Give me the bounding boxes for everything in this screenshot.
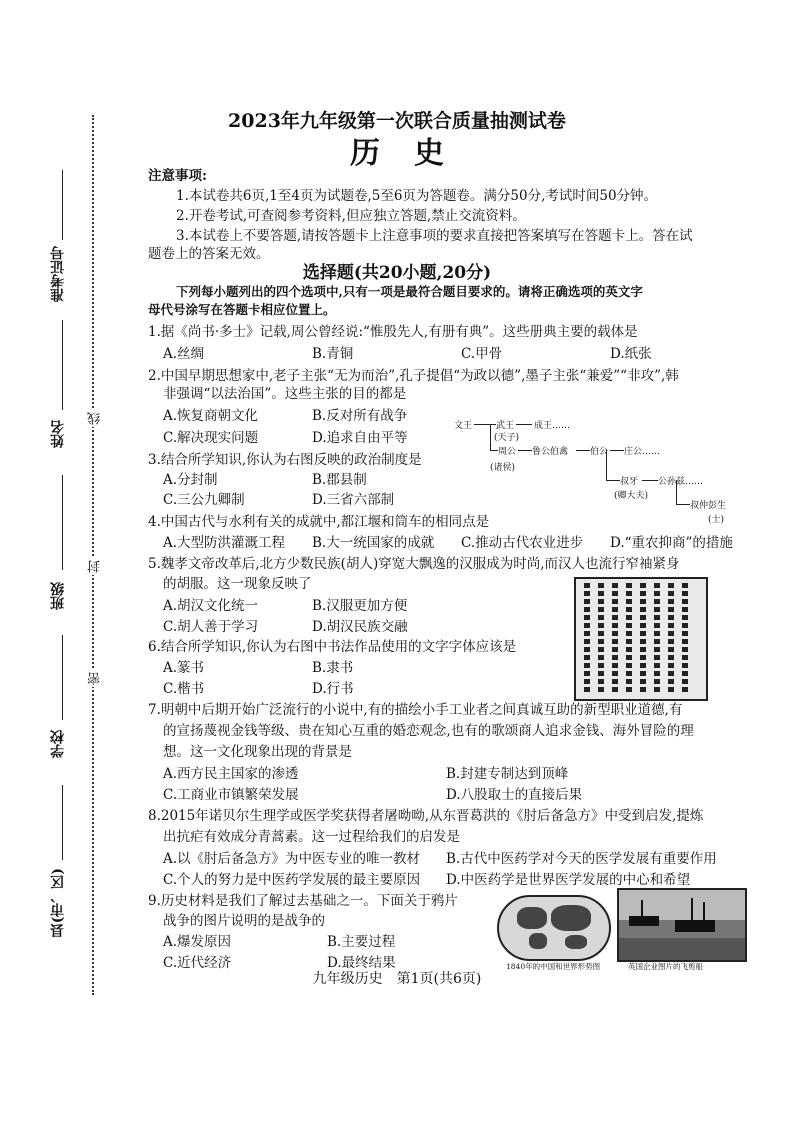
tree-line	[576, 450, 590, 451]
q5-option-a[interactable]: A.胡汉文化统一	[163, 598, 259, 614]
tree-line	[676, 480, 677, 504]
q4-stem: 4.中国古代与水利有关的成就中,都江堰和筒车的相同点是	[148, 514, 490, 530]
q9-stem-cont: 战争的图片说明的是战争的	[163, 913, 325, 929]
naval-battle-image	[617, 888, 747, 962]
node-wenwang: 文王	[454, 421, 473, 431]
q9-option-d[interactable]: D.最终结果	[327, 955, 396, 971]
section-title: 选择题(共20小题,20分)	[302, 263, 492, 283]
section-instruction: 下列每小题列出的四个选项中,只有一项是最符合题目要求的。请将正确选项的英文字	[176, 284, 643, 299]
q8-stem: 8.2015年诺贝尔生理学或医学奖获得者屠呦呦,从东晋葛洪的《肘后备急方》中受到启发,提炼	[148, 808, 704, 824]
county-blank[interactable]	[62, 785, 63, 860]
q2-option-d[interactable]: D.追求自由平等	[312, 430, 408, 446]
q6-stem: 6.结合所学知识,你认为右图中书法作品使用的文字字体应该是	[148, 639, 517, 655]
school-blank[interactable]	[62, 635, 63, 720]
world-map-image	[497, 895, 611, 961]
margin-label-name: 姓名	[50, 420, 66, 448]
zhou-genealogy-diagram	[450, 416, 750, 528]
node-tianzi: (天子)	[494, 433, 520, 443]
q3-option-a[interactable]: A.分封制	[163, 472, 218, 488]
node-zhougong: 周公	[498, 447, 517, 457]
q5-stem: 5.魏孝文帝改革后,北方少数民族(胡人)穿宽大飘逸的汉服成为时尚,而汉人也流行窄袖紧身	[148, 556, 680, 572]
naval-battle-caption: 英国企业图片的飞剪船	[628, 962, 703, 971]
tree-line	[610, 450, 624, 451]
q1-option-c[interactable]: C.甲骨	[461, 346, 503, 362]
q3-option-b[interactable]: B.郡县制	[312, 472, 367, 488]
node-chengwang: 成王……	[534, 421, 571, 431]
node-wuwang: 武王	[496, 421, 515, 431]
class-blank[interactable]	[62, 475, 63, 570]
q6-option-d[interactable]: D.行书	[312, 681, 354, 697]
q5-option-c[interactable]: C.胡人善于学习	[163, 619, 259, 635]
q1-stem: 1.据《尚书·多士》记载,周公曾经说:“惟殷先人,有册有典”。这些册典主要的载体是	[148, 324, 638, 340]
q7-option-c[interactable]: C.工商业市镇繁荣发展	[163, 787, 299, 803]
name-blank[interactable]	[62, 320, 63, 410]
node-gongsun: 公孙兹……	[658, 477, 704, 487]
q9-option-b[interactable]: B.主要过程	[327, 934, 396, 950]
q3-option-d[interactable]: D.三省六部制	[312, 492, 395, 508]
seal-mark-mi: 密	[88, 672, 103, 685]
margin-label-exam-id: 准考证号	[50, 246, 66, 302]
q2-option-b[interactable]: B.反对所有战争	[312, 408, 408, 424]
q4-option-d[interactable]: D.“重农抑商”的措施	[610, 535, 733, 551]
tree-line	[642, 480, 658, 481]
q8-option-a[interactable]: A.以《肘后备急方》为中医专业的唯一教材	[163, 851, 421, 867]
q7-option-d[interactable]: D.八股取士的直接后果	[446, 787, 583, 803]
binding-dotted-line	[92, 115, 94, 995]
exam-id-blank[interactable]	[62, 170, 63, 240]
seal-mark-feng: 封	[88, 560, 103, 573]
node-luzhougong: 鲁公伯禽	[532, 447, 569, 457]
q7-option-a[interactable]: A.西方民主国家的渗透	[163, 766, 299, 782]
q4-option-a[interactable]: A.大型防洪灌溉工程	[163, 535, 286, 551]
q3-stem: 3.结合所学知识,你认为右图反映的政治制度是	[148, 452, 422, 468]
q5-option-b[interactable]: B.汉服更加方便	[312, 598, 408, 614]
q8-stem-cont: 出抗疟有效成分青蒿素。这一过程给我们的启发是	[163, 829, 460, 845]
q1-option-a[interactable]: A.丝绸	[163, 346, 205, 362]
node-shuya: 叔牙	[620, 477, 639, 487]
q8-option-d[interactable]: D.中医药学是世界医学发展的中心和希望	[446, 872, 691, 888]
q1-option-d[interactable]: D.纸张	[610, 346, 652, 362]
note-item-3: 3.本试卷上不要答题,请按答题卡上注意事项的要求直接把答案填写在答题卡上。答在试	[176, 228, 693, 244]
q4-option-c[interactable]: C.推动古代农业进步	[461, 535, 584, 551]
tree-line	[474, 424, 496, 425]
q9-option-a[interactable]: A.爆发原因	[163, 934, 232, 950]
q6-option-c[interactable]: C.楷书	[163, 681, 205, 697]
node-zhuanggong: 庄公……	[624, 447, 661, 457]
q7-stem-cont-2: 想。这一文化现象出现的背景是	[163, 744, 352, 760]
tree-line	[490, 450, 498, 451]
subject-title: 历史	[350, 136, 478, 171]
q9-option-c[interactable]: C.近代经济	[163, 955, 232, 971]
note-item-1: 1.本试卷共6页,1至4页为试题卷,5至6页为答题卷。满分50分,考试时间50分钟。	[176, 188, 658, 204]
tree-line	[516, 424, 532, 425]
exam-title: 2023年九年级第一次联合质量抽测试卷	[228, 110, 566, 132]
q4-option-b[interactable]: B.大一统国家的成就	[312, 535, 435, 551]
note-item-3-cont: 题卷上的答案无效。	[148, 246, 270, 262]
section-instruction-cont: 母代号涂写在答题卡相应位置上。	[148, 302, 336, 317]
tree-line	[606, 450, 607, 480]
q5-stem-cont: 的胡服。这一现象反映了	[163, 576, 312, 592]
notes-heading: 注意事项:	[148, 168, 207, 184]
tree-line	[676, 504, 690, 505]
q1-option-b[interactable]: B.青铜	[312, 346, 354, 362]
node-bozhi: 伯公	[590, 447, 609, 457]
tree-line	[518, 450, 532, 451]
node-shuzhong: 叔仲彭生	[690, 501, 727, 511]
tree-line	[490, 424, 491, 450]
q5-option-d[interactable]: D.胡汉民族交融	[312, 619, 408, 635]
tree-line	[606, 480, 620, 481]
q8-option-c[interactable]: C.个人的努力是中医药学发展的最主要原因	[163, 872, 421, 888]
q2-option-a[interactable]: A.恢复商朝文化	[163, 408, 259, 424]
q7-stem-cont-1: 的宣扬蔑视金钱等级、贵在知心互重的婚恋观念,也有的歌颂商人追求金钱、海外冒险的理	[163, 723, 694, 739]
margin-label-school: 学校	[50, 730, 66, 758]
seal-mark-xian: 线	[88, 412, 103, 425]
q2-option-c[interactable]: C.解决现实问题	[163, 430, 259, 446]
note-item-2: 2.开卷考试,可查阅参考资料,但应独立答题,禁止交流资料。	[176, 208, 526, 224]
page-footer: 九年级历史 第1页(共6页)	[312, 971, 482, 987]
q6-option-b[interactable]: B.隶书	[312, 660, 354, 676]
node-zhuhou: (诸侯)	[490, 463, 516, 473]
node-qingdafu: (卿大夫)	[614, 491, 649, 501]
q3-option-c[interactable]: C.三公九卿制	[163, 492, 245, 508]
q9-stem: 9.历史材料是我们了解过去基础之一。下面关于鸦片	[148, 893, 458, 909]
q2-stem: 2.中国早期思想家中,老子主张“无为而治”,孔子提倡“为政以德”,墨子主张“兼爱”“非攻”,韩	[148, 368, 679, 384]
q8-option-b[interactable]: B.古代中医药学对今天的医学发展有重要作用	[446, 851, 717, 867]
map-caption: 1840年的中国和世界形势图	[506, 962, 601, 971]
q7-stem: 7.明朝中后期开始广泛流行的小说中,有的描绘小手工业者之间真诚互助的新型职业道德,有	[148, 702, 683, 718]
q2-stem-cont: 非强调“以法治国”。这些主张的目的都是	[163, 386, 407, 402]
margin-label-county: 县(市、区)	[50, 868, 66, 938]
q6-option-a[interactable]: A.篆书	[163, 660, 205, 676]
node-shi: (士)	[708, 515, 725, 525]
q7-option-b[interactable]: B.封建专制达到顶峰	[446, 766, 569, 782]
calligraphy-image	[574, 577, 708, 701]
margin-label-class: 班级	[50, 582, 66, 610]
